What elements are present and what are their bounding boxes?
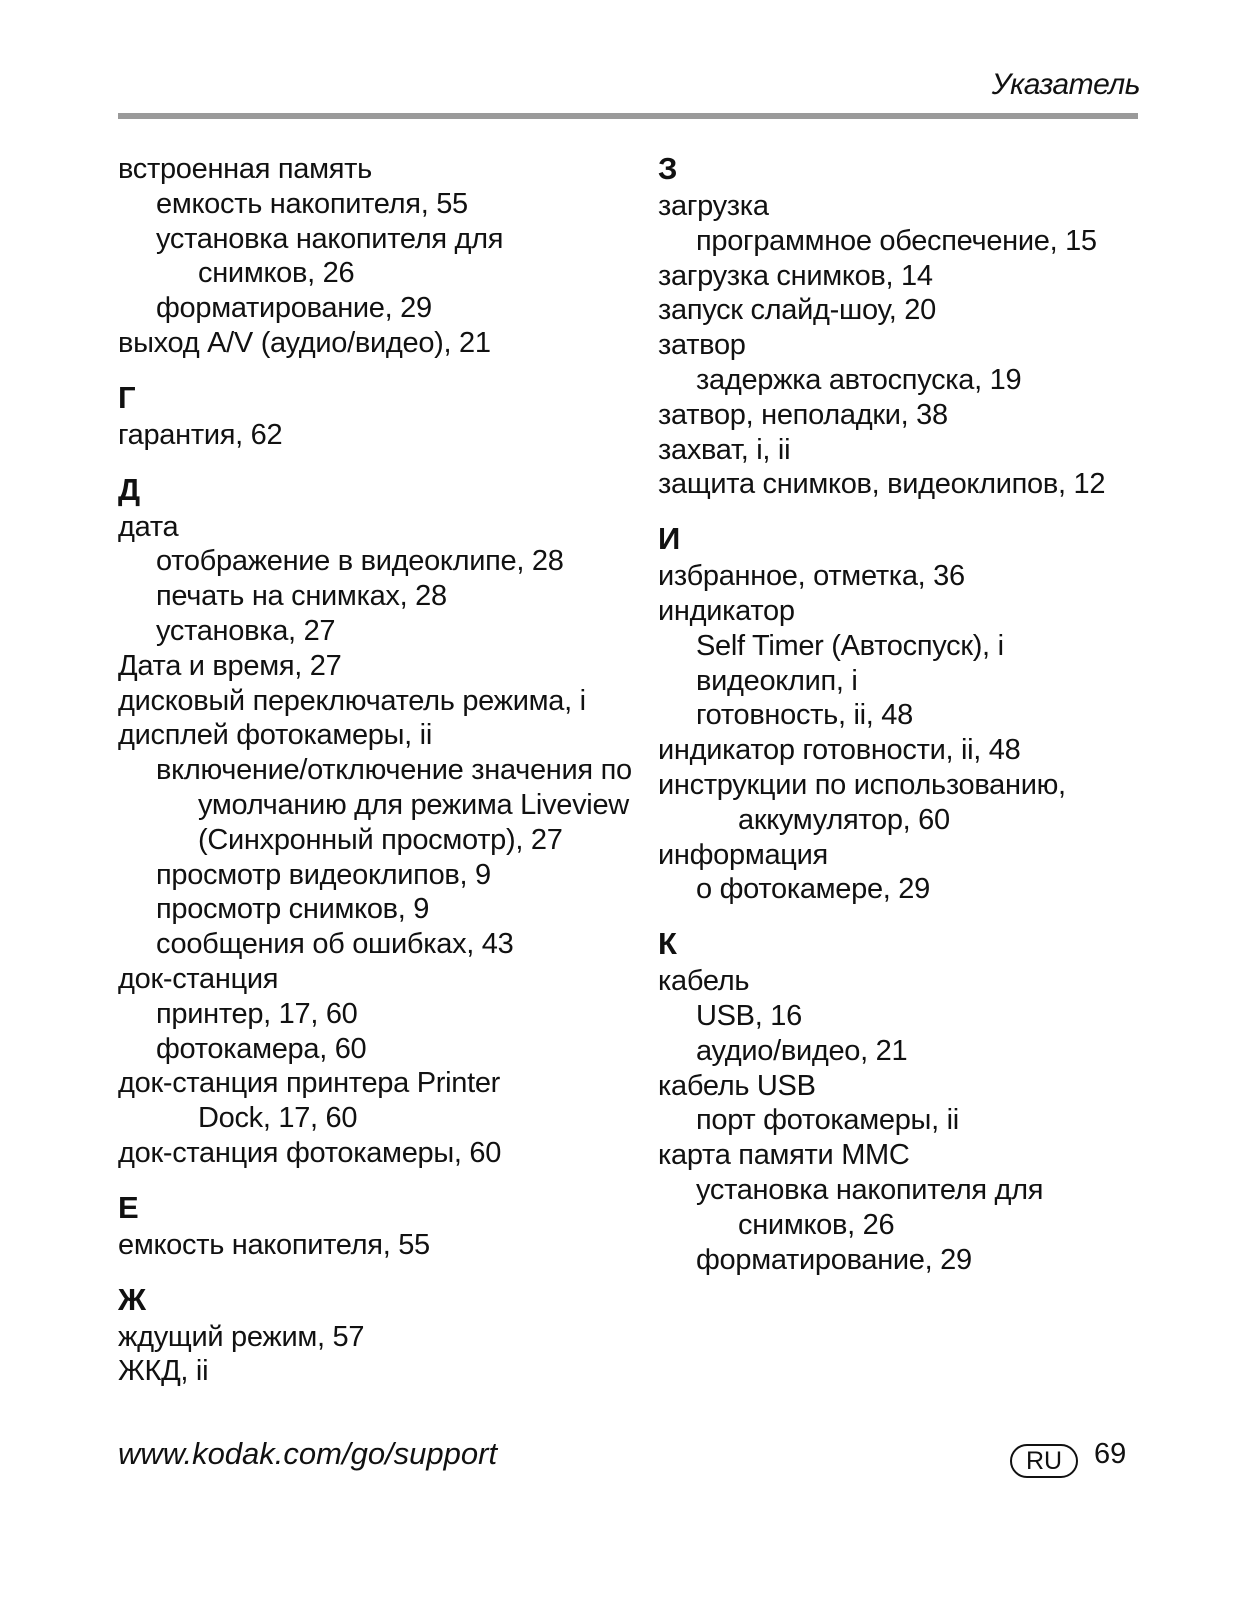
index-entry: затвор: [658, 329, 746, 362]
index-entry: информация: [658, 838, 828, 871]
page-header-title: Указатель: [991, 68, 1140, 101]
index-entry: загрузка снимков, 14: [658, 259, 933, 292]
index-entry: сообщения об ошибках, 43: [156, 928, 514, 961]
index-entry: отображение в видеоклипе, 28: [156, 545, 564, 578]
index-entry: установка накопителя для: [696, 1173, 1044, 1206]
index-entry: о фотокамере, 29: [696, 873, 930, 906]
index-entry: ЖКД, ii: [118, 1355, 209, 1388]
index-column-right: [658, 152, 1178, 1277]
index-entry: кабель: [658, 965, 750, 998]
index-entry: гарантия, 62: [118, 418, 283, 451]
index-entry: док-станция фотокамеры, 60: [118, 1136, 502, 1169]
index-entry: аудио/видео, 21: [696, 1034, 908, 1067]
index-entry: дата: [118, 510, 179, 543]
index-entry: емкость накопителя, 55: [156, 187, 468, 220]
index-entry: ждущий режим, 57: [118, 1320, 365, 1353]
index-entry: просмотр видеоклипов, 9: [156, 858, 491, 891]
footer-url: www.kodak.com/go/support: [118, 1436, 498, 1471]
index-entry: загрузка: [658, 190, 769, 222]
index-entry: емкость накопителя, 55: [118, 1228, 430, 1261]
index-entry: задержка автоспуска, 19: [696, 363, 1022, 396]
index-entry: установка, 27: [156, 614, 336, 647]
index-entry: кабель USB: [658, 1069, 816, 1102]
index-section-letter: Е: [118, 1189, 139, 1225]
index-section-letter: Г: [118, 379, 136, 415]
index-entry: аккумулятор, 60: [738, 803, 950, 836]
index-entry: принтер, 17, 60: [156, 997, 358, 1030]
index-entry: Self Timer (Автоспуск), i: [696, 629, 1004, 662]
index-entry: включение/отключение значения по: [156, 754, 632, 787]
index-entry: индикатор готовности, ii, 48: [658, 734, 1021, 767]
index-entry: выход A/V (аудио/видео), 21: [118, 326, 491, 359]
index-section-letter: К: [658, 926, 677, 962]
index-entry: умолчанию для режима Liveview: [198, 788, 629, 821]
index-entry: программное обеспечение, 15: [696, 224, 1097, 257]
index-section-letter: З: [658, 151, 678, 186]
index-entry: карта памяти MMC: [658, 1139, 910, 1172]
index-column-left: [118, 152, 638, 1389]
header-divider: [118, 113, 1138, 119]
index-entry: форматирование, 29: [156, 292, 432, 325]
index-entry: встроенная память: [118, 153, 372, 185]
index-entry: Dock, 17, 60: [198, 1102, 358, 1135]
page-number: 69: [1094, 1438, 1127, 1470]
index-section-letter: И: [658, 521, 681, 557]
index-section-letter: Ж: [118, 1281, 147, 1317]
index-entry: индикатор: [658, 594, 795, 627]
index-entry: готовность, ii, 48: [696, 699, 913, 732]
index-entry: снимков, 26: [198, 257, 355, 290]
index-entry: форматирование, 29: [696, 1243, 972, 1276]
index-section-letter: Д: [118, 471, 141, 507]
index-entry: порт фотокамеры, ii: [696, 1104, 959, 1137]
index-entry: док-станция принтера Printer: [118, 1067, 501, 1100]
index-entry: фотокамера, 60: [156, 1032, 367, 1065]
index-entry: снимков, 26: [738, 1208, 895, 1241]
index-entry: установка накопителя для: [156, 222, 504, 255]
index-entry: запуск слайд-шоу, 20: [658, 294, 936, 327]
index-entry: избранное, отметка, 36: [658, 560, 965, 593]
index-entry: USB, 16: [696, 999, 802, 1032]
index-entry: защита снимков, видеоклипов, 12: [658, 468, 1106, 501]
index-entry: просмотр снимков, 9: [156, 893, 430, 926]
language-badge: RU: [1010, 1444, 1078, 1478]
index-entry: затвор, неполадки, 38: [658, 398, 948, 431]
index-entry: (Синхронный просмотр), 27: [198, 823, 563, 856]
index-entry: дисковый переключатель режима, i: [118, 684, 586, 717]
index-entry: дисплей фотокамеры, ii: [118, 719, 432, 752]
index-entry: инструкции по использованию,: [658, 768, 1066, 801]
index-entry: захват, i, ii: [658, 433, 791, 466]
index-entry: печать на снимках, 28: [156, 580, 447, 613]
index-entry: видеоклип, i: [696, 664, 858, 697]
index-entry: док-станция: [118, 962, 279, 995]
index-entry: Дата и время, 27: [118, 649, 342, 682]
